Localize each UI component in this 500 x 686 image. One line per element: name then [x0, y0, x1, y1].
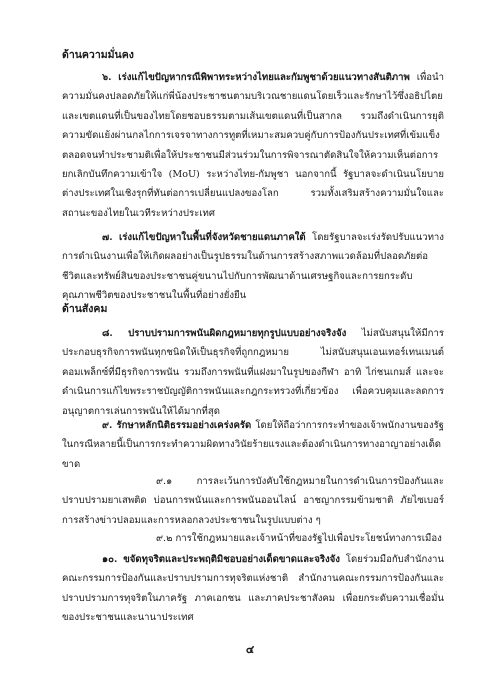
item-9-2: ๙.๒ การใช้กฎหมายและเจ้าหน้าที่ของรัฐไปเพื่อประโยชน์ทางการเมือง [156, 533, 442, 544]
item-7-title: เร่งแก้ไขปัญหาในพื้นที่จังหวัดชายแดนภาคใต้ [118, 232, 306, 243]
item-9-1: ๙.๑ การละเว้นการบังคับใช้กฎหมายในการดำเนินการป้องกันและปราบปรามยาเสพติด บ่อนการพนันและการพนันออนไลน์ อาชญากรรมข้ามชาติ ภัยไซเบอร์ การสร้างข่าวปลอมและการหลอกลวงประชาชนในรูปแบบต่าง ๆ [62, 476, 444, 526]
section-heading-security: ด้านความมั่นคง [62, 49, 134, 61]
item-8-body: ไม่สนับสนุนให้มีการประกอบธุรกิจการพนันทุกชนิดให้เป็นธุรกิจที่ถูกกฎหมาย ไม่สนับสนุนเอนเทอร์เทนเมนต์คอมเพล็กซ์ที่มีธุรกิจการพนัน รวมถึงการพนันที่แฝงมาในรูปของกีฬา อาทิ ไก่ชนเกมส์ และจะดำเนินการแก้ไขพระราชบัญญัติการพนันและกฎกระทรวงที่เกี่ยวข้อง เพื่อควบคุมและลดการอนุญาตการเล่นการพนันให้ได้มากที่สุด [62, 328, 444, 417]
item-10-title: ขจัดทุจริตและประพฤติมิชอบอย่างเด็ดขาดและจริงจัง [123, 554, 340, 565]
page-number: ๔ [245, 643, 255, 656]
item-6 [62, 68, 444, 223]
item-9 [62, 416, 444, 474]
item-9-body: โดยให้ถือว่าการกระทำของเจ้าพนักงานของรัฐในกรณีหลายนี้เป็นการกระทำความผิดทางวินัยร้ายแรงและต้องดำเนินการทางอาญาอย่างเด็ดขาด [62, 420, 444, 470]
item-7-number: ๗. [102, 232, 113, 243]
item-7-body: โดยรัฐบาลจะเร่งรัดปรับแนวทางการดำเนินงานเพื่อให้เกิดผลอย่างเป็นรูปธรรมในด้านการสร้างสภาพแวดล้อมที่ปลอดภัยต่อชีวิตและทรัพย์สินของประชาชนคู่ขนานไปกับการพัฒนาด้านเศรษฐกิจและการยกระดับคุณภาพชีวิตของประชาชนในพื้นที่อย่างยั่งยืน [62, 232, 444, 302]
item-8-title: ปราบปรามการพนันผิดกฎหมายทุกรูปแบบอย่างจริงจัง [128, 328, 347, 339]
item-6-body: เพื่อนำความมั่นคงปลอดภัยให้แก่พี่น้องประชาชนตามบริเวณชายแดนโดยเร็วและรักษาไว้ซึ่งอธิปไตยและเขตแดนที่เป็นของไทยโดยชอบธรรมตามเส้นเขตแดนที่เป็นสากล รวมถึงดำเนินการยุติความขัดแย้งผ่านกลไกการเจรจาทางการทูตที่เหมาะสมควบคู่กับการป้องกันประเทศที่เข้มแข็ง ตลอดจนทำประชามติเพื่อให้ประชาชนมีส่วนร่วมในการพิจารณาตัดสินใจให้ความเห็นต่อการยกเลิกบันทึกความเข้าใจ (MoU) ระหว่างไทย-กัมพูชา นอกจากนี้ รัฐบาลจะดำเนินนโยบายต่างประเทศในเชิงรุกที่ทันต่อการเปลี่ยนแปลงของโลก รวมทั้งเสริมสร้างความมั่นใจและสถานะของไทยในเวทีระหว่างประเทศ [62, 72, 444, 219]
item-6-number: ๖. [102, 72, 112, 83]
item-6-title: เร่งแก้ไขปัญหากรณีพิพาทระหว่างไทยและกัมพูชาด้วยแนวทางสันติภาพ [118, 72, 410, 83]
item-10 [62, 550, 444, 628]
item-9-title: รักษาหลักนิติธรรมอย่างเคร่งครัด [116, 420, 252, 431]
item-10-body: โดยร่วมมือกับสำนักงานคณะกรรมการป้องกันและปราบปรามการทุจริตแห่งชาติ สำนักงานคณะกรรมการป้องกันและปราบปรามการทุจริตในภาครัฐ ภาคเอกชน และภาคประชาสังคม เพื่อยกระดับความเชื่อมั่นของประชาชนและนานาประเทศ [62, 554, 444, 624]
item-7 [62, 228, 444, 306]
item-8-number: ๘. [102, 328, 113, 339]
section-heading-social: ด้านสังคม [62, 303, 108, 315]
item-9-number: ๙. [102, 420, 113, 431]
item-10-number: ๑๐. [102, 554, 118, 565]
item-8 [62, 324, 444, 421]
